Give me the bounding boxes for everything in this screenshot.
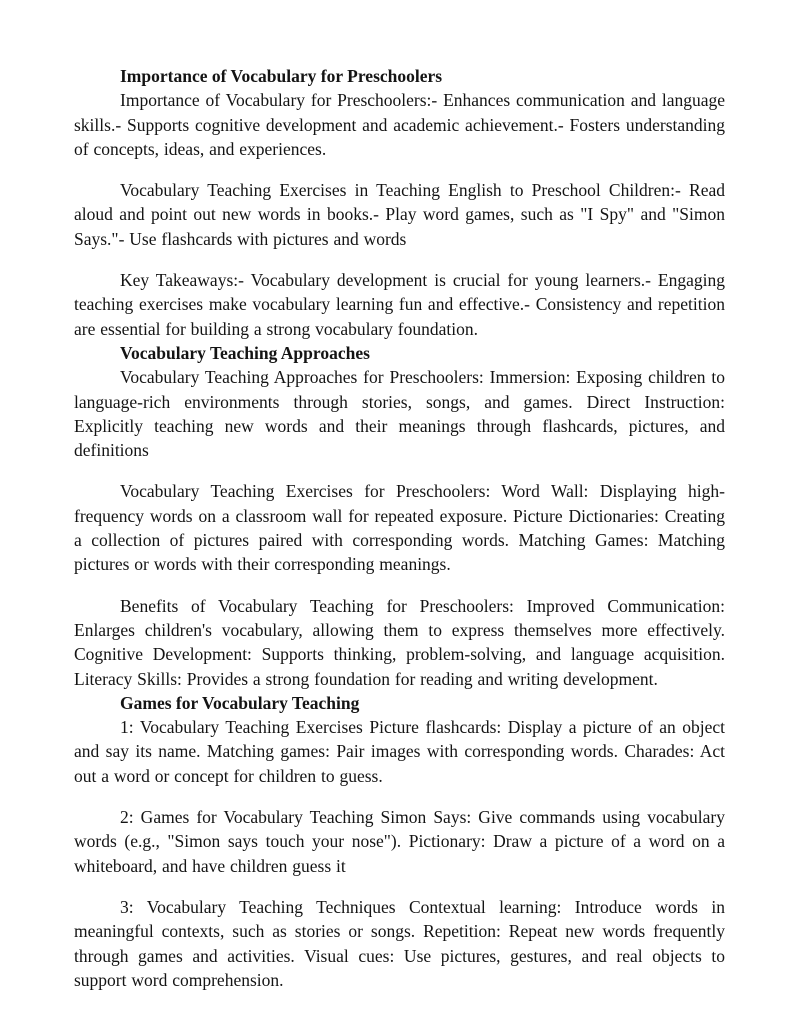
section-heading: Games for Vocabulary Teaching: [120, 692, 360, 713]
paragraph: Importance of Vocabulary for Preschoolers:- Enhances communication and language skills.- Supports cognitive development and academic achievement.- Fosters understanding of concepts, ideas, and experiences.: [74, 90, 725, 159]
section-games-for-vocabulary-teaching: [74, 691, 725, 992]
section-heading: Importance of Vocabulary for Preschoolers: [120, 66, 443, 86]
paragraph: Vocabulary Teaching Exercises in Teaching English to Preschool Children:- Read aloud and point out new words in books.- Play word games, such as "I Spy" and "Simon Says."- Use flashcards with pictures and words: [74, 180, 725, 249]
paragraph: Benefits of Vocabulary Teaching for Preschoolers: Improved Communication: Enlarges children's vocabulary, allowing them to express themselves more effectively. Cognitive Development: Supports thinking, problem-solving, and language acquisition. Literacy Skills: Provides a strong foundation for reading and writing development.: [74, 595, 725, 689]
section-vocabulary-teaching-approaches: [74, 341, 725, 691]
section-importance-of-vocabulary: [74, 64, 725, 341]
paragraph: Key Takeaways:- Vocabulary development is crucial for young learners.- Engaging teaching exercises make vocabulary learning fun and effective.- Consistency and repetition are essential for building a strong vocabulary foundation.: [74, 270, 725, 339]
paragraph: 1: Vocabulary Teaching Exercises Picture flashcards: Display a picture of an object and say its name. Matching games: Pair images with corresponding words. Charades: Act out a word or concept for children to guess.: [74, 717, 725, 786]
paragraph: Vocabulary Teaching Approaches for Preschoolers: Immersion: Exposing children to language-rich environments through stories, songs, and games. Direct Instruction: Explicitly teaching new words and their meanings through flashcards, pictures, and definitions: [74, 367, 725, 461]
paragraph: Vocabulary Teaching Exercises for Preschoolers: Word Wall: Displaying high-frequency words on a classroom wall for repeated exposure. Picture Dictionaries: Creating a collection of pictures paired with corresponding words. Matching Games: Matching pictures or words with their corresponding meanings.: [74, 481, 725, 575]
section-heading: Vocabulary Teaching Approaches: [120, 342, 370, 363]
paragraph: 2: Games for Vocabulary Teaching Simon Says: Give commands using vocabulary words (e.g., "Simon says touch your nose"). Pictionary: Draw a picture of a word on a whiteboard, and have children guess it: [74, 807, 725, 876]
paragraph: 3: Vocabulary Teaching Techniques Contextual learning: Introduce words in meaningful contexts, such as stories or songs. Repetition: Repeat new words frequently through games and activities. Visual cues: Use pictures, gestures, and real objects to support word comprehension.: [74, 896, 725, 990]
